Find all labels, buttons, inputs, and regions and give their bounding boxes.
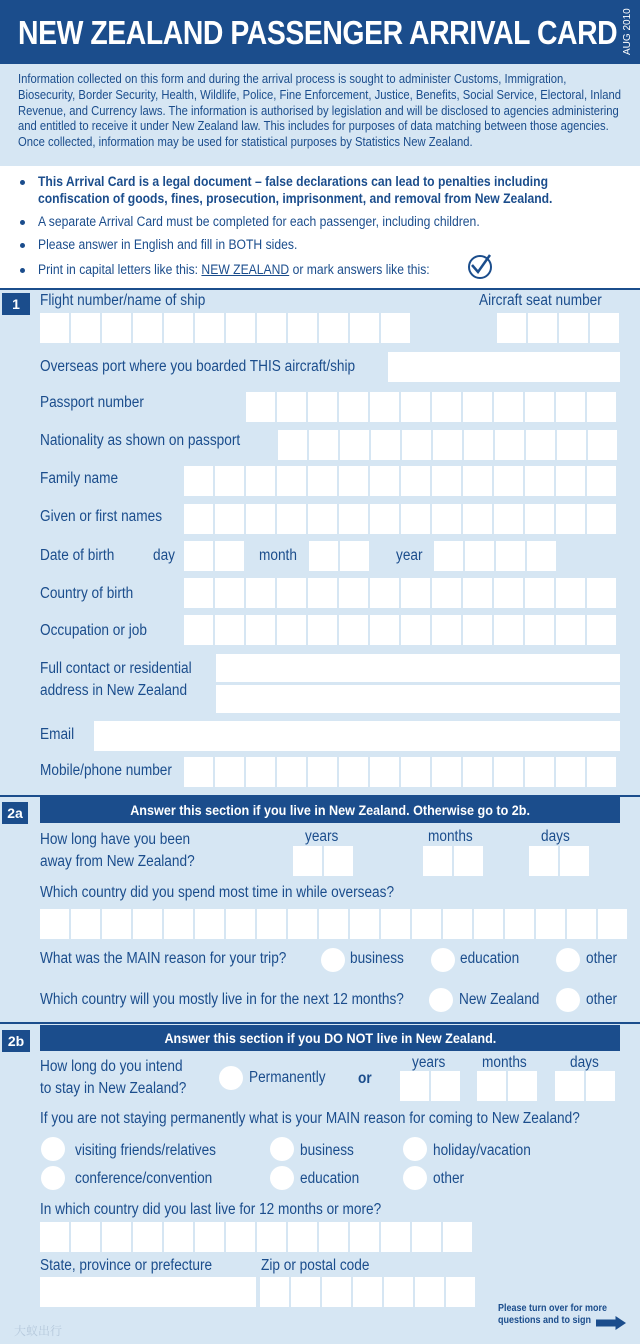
note-capitals <box>38 261 430 278</box>
turn-over-line-2: questions and to sign <box>498 1315 592 1326</box>
address-label-2: address in New Zealand <box>40 682 188 699</box>
section-1-number: 1 <box>2 293 30 315</box>
passport-label: Passport number <box>40 394 144 411</box>
away-years-field[interactable] <box>293 846 353 876</box>
section-2b-header-text: Answer this section if you DO NOT live in New Zealand. <box>164 1030 496 1046</box>
bullet-icon <box>20 243 25 248</box>
turn-over-line-1: Please turn over for more <box>498 1303 608 1314</box>
live-other-radio[interactable] <box>556 988 580 1012</box>
holiday-label: holiday/vacation <box>433 1142 531 1159</box>
reason-business-label: business <box>350 950 404 967</box>
stay-years-label: years <box>412 1054 446 1071</box>
note-legal: This Arrival Card is a legal document – false declarations can lead to penalties including <box>38 174 549 189</box>
section-2a-number: 2a <box>2 802 28 824</box>
dob-year-label: year <box>396 547 423 564</box>
turn-over-note <box>498 1303 607 1327</box>
dob-year-field[interactable] <box>434 541 556 571</box>
address-line-1-field[interactable] <box>216 654 620 682</box>
section-2a-header-text: Answer this section if you live in New Zealand. Otherwise go to 2b. <box>130 802 530 818</box>
phone-label: Mobile/phone number <box>40 762 172 779</box>
address-label-1: Full contact or residential <box>40 660 192 677</box>
country-of-birth-label: Country of birth <box>40 585 134 602</box>
note-english: Please answer in English and fill in BOTH sides. <box>38 237 298 252</box>
note-capitals-example: NEW ZEALAND <box>201 262 290 277</box>
bullet-icon <box>20 180 25 185</box>
education-label: education <box>300 1170 360 1187</box>
bullet-icon <box>20 268 25 273</box>
business-radio[interactable] <box>270 1137 294 1161</box>
stay-days-label: days <box>570 1054 599 1071</box>
reason-other-label: other <box>586 950 618 967</box>
header-bar <box>0 0 640 64</box>
zip-field[interactable] <box>260 1277 475 1307</box>
reason-education-radio[interactable] <box>431 948 455 972</box>
dob-label: Date of birth <box>40 547 115 564</box>
away-days-field[interactable] <box>529 846 589 876</box>
conference-label: conference/convention <box>75 1170 213 1187</box>
last-live-label: In which country did you last live for 12 months or more? <box>40 1201 382 1218</box>
seat-label: Aircraft seat number <box>479 292 602 309</box>
given-names-field[interactable] <box>184 504 616 534</box>
nationality-field[interactable] <box>278 430 617 460</box>
state-field[interactable] <box>40 1277 256 1307</box>
family-name-field[interactable] <box>184 466 616 496</box>
holiday-radio[interactable] <box>403 1137 427 1161</box>
passport-field[interactable] <box>246 392 616 422</box>
note-capitals-pre: Print in capital letters like this: <box>38 262 199 277</box>
privacy-statement: Information collected on this form and during the arrival process is sought to administer Customs, Immigration, Biosecurity, Border Security, Health, Wildlife, Police, Fine Enforcement, Justice, Benefits, Social Service, Electoral, Inland Revenue, and Currency laws. The information is authorised by legislation and will be disclosed to agencies administering and entitled to receive it under New Zealand law. This includes for purposes of data matching between those agencies. Once collected, information may be used for statistical purposes by Statistics New Zealand. <box>18 72 621 150</box>
flight-number-field[interactable] <box>40 313 410 343</box>
conference-radio[interactable] <box>41 1166 65 1190</box>
port-label: Overseas port where you boarded THIS aircraft/ship <box>40 358 356 375</box>
zip-label: Zip or postal code <box>261 1257 370 1274</box>
education-radio[interactable] <box>270 1166 294 1190</box>
given-names-label: Given or first names <box>40 508 163 525</box>
trip-reason-label: What was the MAIN reason for your trip? <box>40 950 287 967</box>
visiting-radio[interactable] <box>41 1137 65 1161</box>
stay-months-field[interactable] <box>477 1071 537 1101</box>
dob-month-label: month <box>259 547 297 564</box>
card-edition: AUG 2010 <box>622 8 633 56</box>
occupation-field[interactable] <box>184 615 616 645</box>
phone-field[interactable] <box>184 757 616 787</box>
reason-education-label: education <box>460 950 520 967</box>
section-2b-number: 2b <box>2 1030 30 1052</box>
stay-months-label: months <box>482 1054 527 1071</box>
away-label-1: How long have you been <box>40 831 191 848</box>
note-separate: A separate Arrival Card must be completed for each passenger, including children. <box>38 214 480 229</box>
reason-other-radio[interactable] <box>556 948 580 972</box>
country-of-birth-field[interactable] <box>184 578 616 608</box>
live-nz-radio[interactable] <box>429 988 453 1012</box>
bullet-icon <box>20 220 25 225</box>
address-line-2-field[interactable] <box>216 685 620 713</box>
stay-years-field[interactable] <box>400 1071 460 1101</box>
stay-permanently-radio[interactable] <box>219 1066 243 1090</box>
away-months-label: months <box>428 828 473 845</box>
checkmark-icon <box>468 255 492 279</box>
port-field[interactable] <box>388 352 620 382</box>
dob-month-field[interactable] <box>309 541 369 571</box>
other-radio[interactable] <box>403 1166 427 1190</box>
live-nz-label: New Zealand <box>459 991 540 1008</box>
card-title: NEW ZEALAND PASSENGER ARRIVAL CARD <box>18 14 618 51</box>
stay-days-field[interactable] <box>555 1071 615 1101</box>
live-next-label: Which country will you mostly live in for the next 12 months? <box>40 991 404 1008</box>
watermark: 大蚁出行 <box>14 1324 63 1338</box>
dob-day-field[interactable] <box>184 541 244 571</box>
stay-label-1: How long do you intend <box>40 1058 183 1075</box>
section-2b-divider <box>0 1022 640 1024</box>
live-other-label: other <box>586 991 618 1008</box>
away-label-2: away from New Zealand? <box>40 853 195 870</box>
stay-label-2: to stay in New Zealand? <box>40 1080 187 1097</box>
visiting-label: visiting friends/relatives <box>75 1142 217 1159</box>
note-legal-2: confiscation of goods, fines, prosecution, imprisonment, and removal from New Zealand. <box>38 191 553 206</box>
state-label: State, province or prefecture <box>40 1257 213 1274</box>
family-name-label: Family name <box>40 470 119 487</box>
reason-business-radio[interactable] <box>321 948 345 972</box>
section-2b-header <box>40 1025 620 1051</box>
business-label: business <box>300 1142 354 1159</box>
flight-label: Flight number/name of ship <box>40 292 206 309</box>
dob-day-label: day <box>153 547 175 564</box>
country-most-label: Which country did you spend most time in while overseas? <box>40 884 395 901</box>
last-live-field[interactable] <box>40 1222 472 1252</box>
country-most-field[interactable] <box>40 909 627 939</box>
other-label: other <box>433 1170 465 1187</box>
occupation-label: Occupation or job <box>40 622 147 639</box>
main-reason-label: If you are not staying permanently what is your MAIN reason for coming to New Zealand? <box>40 1110 580 1127</box>
away-years-label: years <box>305 828 339 845</box>
email-label: Email <box>40 726 75 743</box>
stay-or-label: or <box>358 1070 372 1087</box>
seat-number-field[interactable] <box>497 313 619 343</box>
email-field[interactable] <box>94 721 620 751</box>
away-days-label: days <box>541 828 570 845</box>
stay-permanently-label: Permanently <box>249 1069 326 1086</box>
away-months-field[interactable] <box>423 846 483 876</box>
nationality-label: Nationality as shown on passport <box>40 432 241 449</box>
note-capitals-post: or mark answers like this: <box>292 262 430 277</box>
section-2a-header <box>40 797 620 823</box>
